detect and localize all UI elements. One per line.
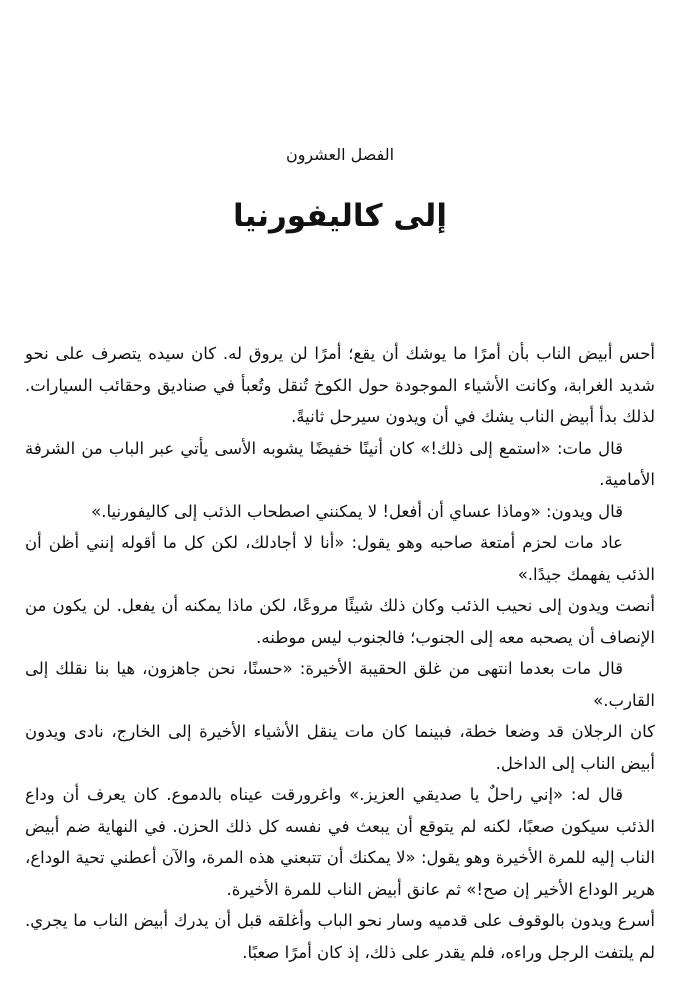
paragraph: قال مات بعدما انتهى من غلق الحقيبة الأخيرة: «حسنًا، نحن جاهزون، هيا بنا نقلك إلى القارب.»	[25, 659, 655, 710]
paragraph: قال ويدون: «وماذا عساي أن أفعل! لا يمكنني اصطحاب الذئب إلى كاليفورنيا.»	[91, 501, 623, 521]
paragraph: أحس أبيض الناب بأن أمرًا ما يوشك أن يقع؛ أمرًا لن يروق له. كان سيده يتصرف على نحو شديد الغرابة، وكانت الأشياء الموجودة حول الكوخ تُنقل وتُعبأ في صناديق وحقائب السيارات. لذلك بدأ أبيض الناب يشك في أن ويدون سيرحل ثانيةً.	[25, 344, 655, 426]
chapter-body	[25, 338, 655, 968]
paragraph: عاد مات لحزم أمتعة صاحبه وهو يقول: «أنا لا أجادلك، لكن كل ما أقوله إنني أظن أن الذئب يفهمك جيدًا.»	[25, 533, 655, 584]
chapter-label: الفصل العشرون	[285, 145, 395, 164]
paragraph: أنصت ويدون إلى نحيب الذئب وكان ذلك شيئًا مروعًا، لكن ماذا يمكنه أن يفعل. لن يكون من الإنصاف أن يصحبه معه إلى الجنوب؛ فالجنوب ليس موطنه.	[25, 596, 655, 647]
paragraph: أسرع ويدون بالوقوف على قدميه وسار نحو الباب وأغلقه قبل أن يدرك أبيض الناب ما يجري. لم يلتفت الرجل وراءه، فلم يقدر على ذلك، إذ كان أمرًا صعبًا.	[25, 911, 655, 962]
chapter-title: إلى كاليفورنيا	[233, 198, 447, 234]
paragraph: قال مات: «استمع إلى ذلك!» كان أنينًا خفيضًا يشوبه الأسى يأتي عبر الباب من الشرفة الأمامية.	[25, 438, 655, 489]
paragraph: قال له: «إني راحلٌ يا صديقي العزيز.» واغرورقت عيناه بالدموع. كان يعرف أن وداع الذئب سيكون صعبًا، لكنه لم يتوقع أن يبعث في نفسه كل ذلك الحزن. في النهاية ضم أبيض الناب إليه للمرة الأخيرة وهو يقول: «لا يمكنك أن تتبعني هذه المرة، والآن أعطني تحية الوداع، هرير الوداع الأخير إن صح!» ثم عانق أبيض الناب للمرة الأخيرة.	[25, 785, 655, 899]
paragraph: كان الرجلان قد وضعا خطة، فبينما كان مات ينقل الأشياء الأخيرة إلى الخارج، نادى ويدون أبيض الناب إلى الداخل.	[25, 722, 655, 773]
